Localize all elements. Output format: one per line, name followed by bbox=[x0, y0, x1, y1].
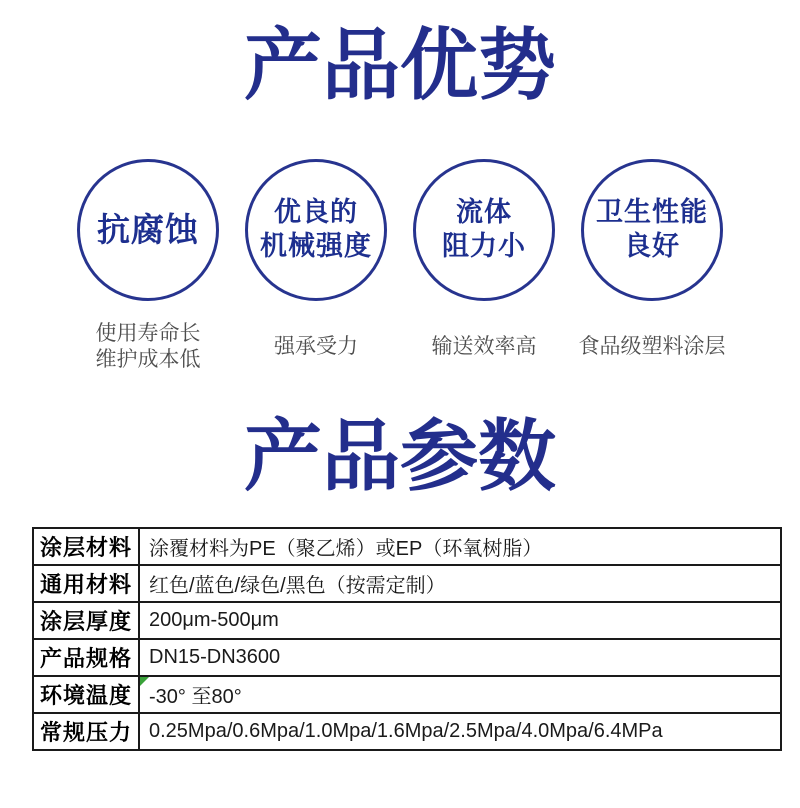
table-row bbox=[33, 565, 781, 602]
row-value: 0.25Mpa/0.6Mpa/1.0Mpa/1.6Mpa/2.5Mpa/4.0Mpa/6.4MPa bbox=[149, 720, 663, 743]
caption-line: 输送效率高 bbox=[431, 335, 537, 359]
advantages-section bbox=[0, 21, 800, 373]
caption-line: 维护成本低 bbox=[95, 347, 201, 371]
row-label: 涂层材料 bbox=[33, 528, 139, 565]
row-value-cell bbox=[139, 639, 781, 676]
circle-label-line: 卫生性能 bbox=[596, 196, 708, 227]
parameters-title: 产品参数 bbox=[243, 411, 556, 500]
row-value-cell bbox=[139, 676, 781, 713]
circle-label-line: 阻力小 bbox=[442, 230, 526, 261]
table-row bbox=[33, 639, 781, 676]
row-label: 常规压力 bbox=[33, 713, 139, 750]
advantage-item bbox=[64, 159, 232, 373]
row-value-cell bbox=[139, 528, 781, 565]
cell-corner-marker-icon bbox=[140, 677, 149, 686]
advantage-circle bbox=[413, 159, 555, 301]
row-value-cell bbox=[139, 602, 781, 639]
row-value: -30° 至80° bbox=[149, 686, 242, 709]
parameters-table bbox=[32, 527, 782, 751]
advantage-item bbox=[568, 159, 736, 373]
advantage-caption bbox=[432, 321, 537, 373]
row-value: 红色/蓝色/绿色/黑色（按需定制） bbox=[149, 575, 446, 598]
advantages-row bbox=[0, 159, 800, 373]
row-label: 产品规格 bbox=[33, 639, 139, 676]
advantage-item bbox=[232, 159, 400, 373]
caption-line: 食品级塑料涂层 bbox=[578, 335, 726, 359]
table-row bbox=[33, 676, 781, 713]
advantages-title: 产品优势 bbox=[243, 21, 556, 109]
row-value: 涂覆材料为PE（聚乙烯）或EP（环氧树脂） bbox=[149, 538, 543, 561]
advantage-caption bbox=[96, 321, 201, 373]
row-value-cell bbox=[139, 565, 781, 602]
circle-label-line: 机械强度 bbox=[260, 230, 372, 261]
advantage-item bbox=[400, 159, 568, 373]
parameters-section bbox=[0, 411, 800, 752]
advantage-caption bbox=[274, 321, 358, 373]
row-label: 环境温度 bbox=[33, 676, 139, 713]
table-row bbox=[33, 528, 781, 565]
table-row bbox=[33, 602, 781, 639]
advantage-circle bbox=[245, 159, 387, 301]
circle-label-line: 抗腐蚀 bbox=[97, 211, 199, 249]
circle-label-line: 流体 bbox=[456, 196, 512, 227]
row-value-cell bbox=[139, 713, 781, 750]
row-label: 涂层厚度 bbox=[33, 602, 139, 639]
caption-line: 使用寿命长 bbox=[95, 322, 201, 346]
row-value: 200μm-500μm bbox=[149, 609, 279, 632]
circle-label-line: 良好 bbox=[624, 230, 680, 261]
table-row bbox=[33, 713, 781, 750]
advantage-caption bbox=[579, 321, 726, 373]
caption-line: 强承受力 bbox=[274, 335, 358, 359]
circle-label-line: 优良的 bbox=[274, 196, 358, 227]
row-label: 通用材料 bbox=[33, 565, 139, 602]
row-value: DN15-DN3600 bbox=[149, 646, 281, 669]
advantage-circle bbox=[77, 159, 219, 301]
advantage-circle bbox=[581, 159, 723, 301]
